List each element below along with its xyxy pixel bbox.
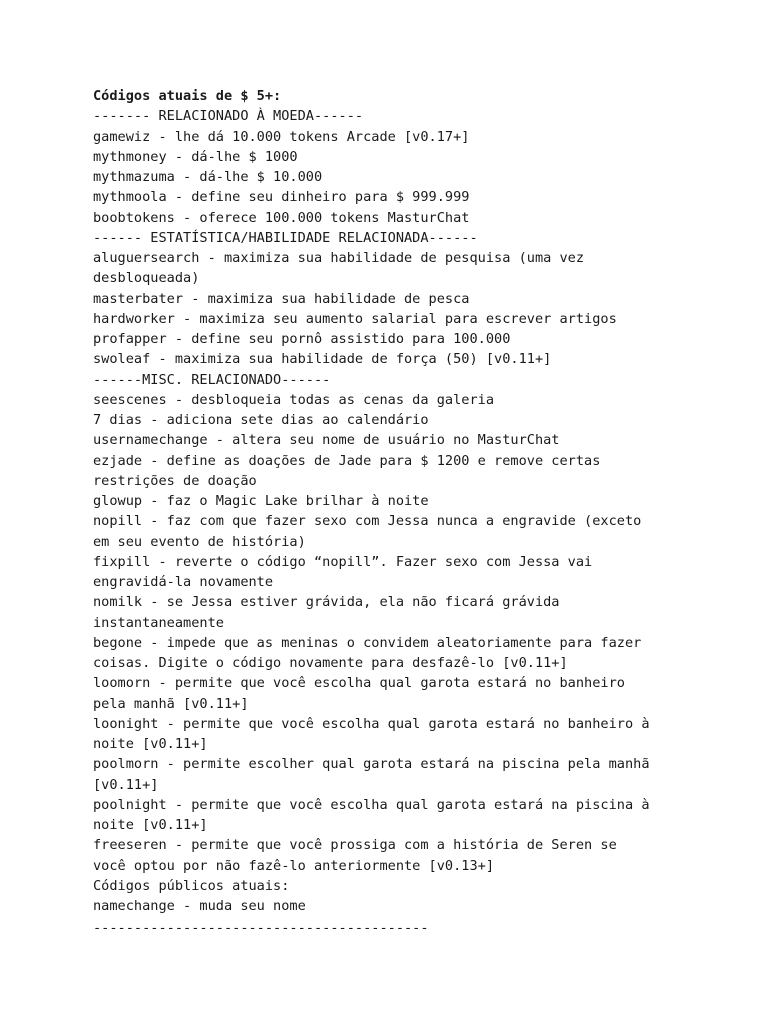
text-line: mythmoney - dá-lhe $ 1000 (93, 148, 298, 165)
text-line: boobtokens - oferece 100.000 tokens MasturChat (93, 209, 470, 226)
text-line: freeseren - permite que você prossiga com a história de Seren se (93, 837, 617, 854)
text-line: nopill - faz com que fazer sexo com Jessa nunca a engravide (exceto (93, 513, 642, 530)
text-line: swoleaf - maximiza sua habilidade de força (50) [v0.11+] (93, 351, 552, 368)
text-line: engravidá-la novamente (93, 574, 274, 590)
text-line: ezjade - define as doações de Jade para $ 1200 e remove certas (93, 452, 601, 469)
text-line: noite [v0.11+] (93, 817, 208, 833)
text-line: pela manhã [v0.11+] (93, 695, 249, 712)
text-line: hardworker - maximiza seu aumento salarial para escrever artigos (93, 310, 617, 327)
text-line: aluguersearch - maximiza sua habilidade de pesquisa (uma vez (93, 250, 585, 266)
text-line: ------MISC. RELACIONADO------ (93, 371, 331, 388)
text-line: fixpill - reverte o código “nopill”. Fazer sexo com Jessa vai (93, 553, 593, 570)
text-line: restrições de doação (93, 472, 257, 489)
text-line: em seu evento de história) (93, 533, 306, 550)
text-line: nomilk - se Jessa estiver grávida, ela não ficará grávida (93, 594, 560, 611)
text-line: loomorn - permite que você escolha qual garota estará no banheiro (93, 675, 625, 692)
text-line: usernamechange - altera seu nome de usuário no MasturChat (93, 432, 560, 449)
text-line: masterbater - maximiza sua habilidade de pesca (93, 290, 470, 307)
text-line: begone - impede que as meninas o convidem aleatoriamente para fazer (93, 634, 642, 651)
text-line: [v0.11+] (93, 776, 159, 793)
text-line: poolmorn - permite escolher qual garota estará na piscina pela manhã (93, 756, 650, 773)
text-line: gamewiz - lhe dá 10.000 tokens Arcade [v0.17+] (93, 128, 470, 145)
text-line: profapper - define seu pornô assistido para 100.000 (93, 331, 511, 347)
document-body (93, 86, 733, 916)
text-line: você optou por não fazê-lo anteriormente [v0.13+] (93, 857, 495, 874)
text-line: desbloqueada) (93, 270, 200, 287)
document-heading: Códigos atuais de $ 5+: (93, 88, 282, 104)
document-page (93, 86, 733, 939)
text-line: instantaneamente (93, 614, 224, 631)
text-line: namechange - muda seu nome (93, 898, 306, 914)
text-line: 7 dias - adiciona sete dias ao calendário (93, 412, 429, 428)
text-line: mythmoola - define seu dinheiro para $ 999.999 (93, 189, 470, 206)
text-line: coisas. Digite o código novamente para desfazê-lo [v0.11+] (93, 655, 568, 671)
text-line: glowup - faz o Magic Lake brilhar à noite (93, 493, 429, 509)
text-line: loonight - permite que você escolha qual garota estará no banheiro à (93, 715, 650, 732)
text-line: mythmazuma - dá-lhe $ 10.000 (93, 169, 323, 185)
text-line: ------ ESTATÍSTICA/HABILIDADE RELACIONADA------ (93, 229, 478, 246)
text-line: poolnight - permite que você escolha qual garota estará na piscina à (93, 796, 650, 813)
text-line: noite [v0.11+] (93, 736, 208, 752)
divider-line: ----------------------------------------- (93, 920, 429, 937)
text-line: seescenes - desbloqueia todas as cenas da galeria (93, 391, 495, 408)
text-line: Códigos públicos atuais: (93, 877, 290, 894)
text-line: ------- RELACIONADO À MOEDA------ (93, 108, 364, 125)
